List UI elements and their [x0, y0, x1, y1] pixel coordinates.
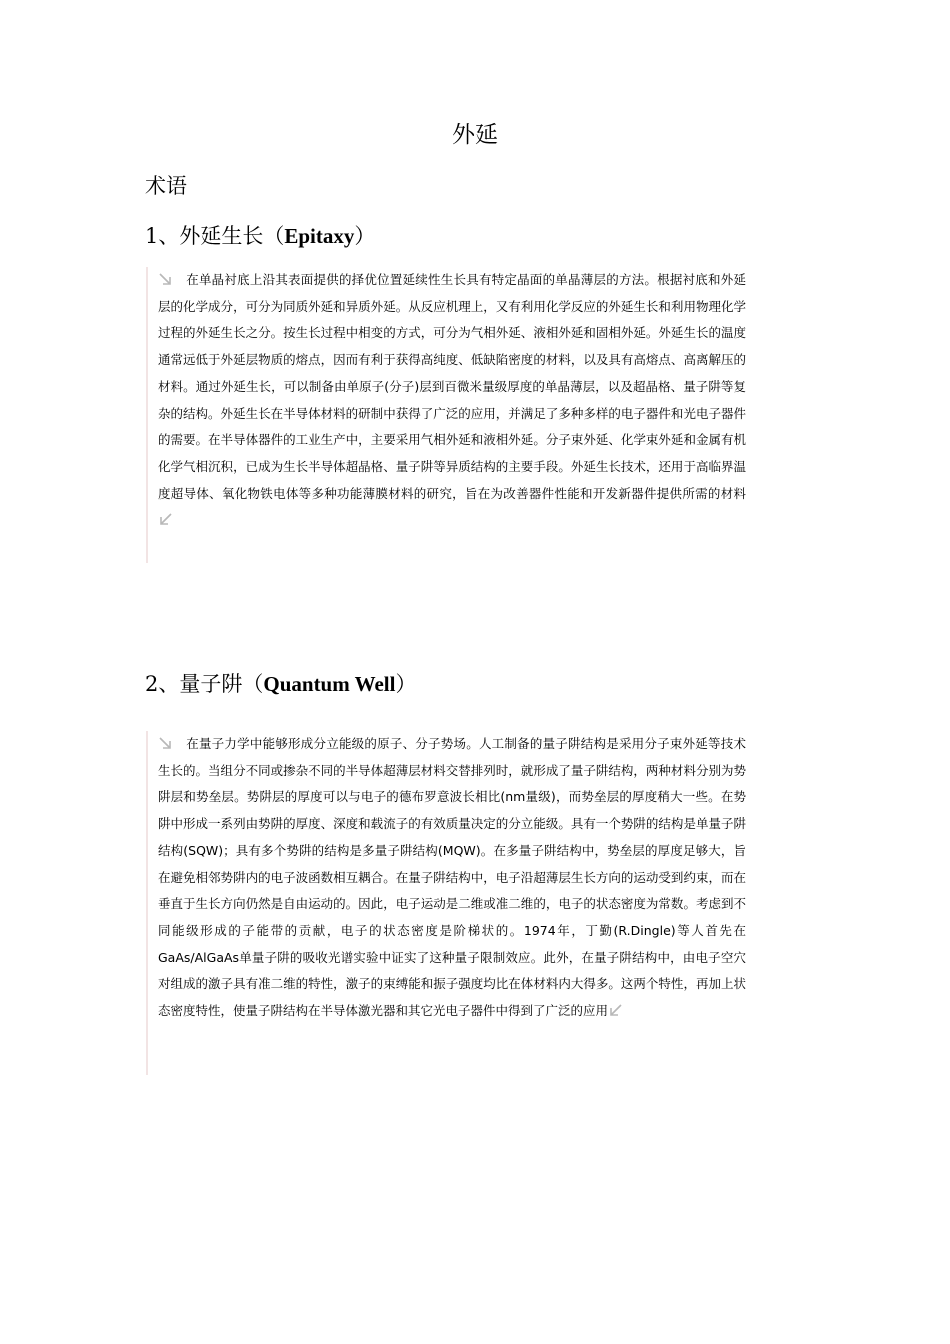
definition-block-epitaxy	[146, 267, 746, 563]
quote-close-arrow-icon	[609, 1003, 623, 1017]
term-heading-epitaxy	[145, 221, 375, 251]
term-number: 2、	[145, 672, 180, 696]
quote-open-arrow-icon	[158, 272, 172, 286]
term-number: 1、	[145, 224, 180, 248]
quote-open-arrow-icon	[158, 736, 172, 750]
quote-close-arrow-icon	[159, 512, 173, 526]
term-close: ）	[354, 224, 376, 248]
term-en: Epitaxy	[284, 224, 355, 248]
term-close: ）	[395, 672, 417, 696]
term-en: Quantum Well	[263, 672, 396, 696]
definition-block-quantum-well	[146, 731, 746, 1075]
definition-text: 在量子力学中能够形成分立能级的原子、分子势场。人工制备的量子阱结构是采用分子束外延等技术生长的。当组分不同或掺杂不同的半导体超薄层材料交替排列时，就形成了量子阱结构，两种材料分别为势阱层和势垒层。势阱层的厚度可以与电子的德布罗意波长相比(nm量级)，而势垒层的厚度稍大一些。在势阱中形成一系列由势阱的厚度、深度和载流子的有效质量决定的分立能级。具有一个势阱的结构是单量子阱结构(SQW)；具有多个势阱的结构是多量子阱结构(MQW)。在多量子阱结构中，势垒层的厚度足够大，旨在避免相邻势阱内的电子波函数相互耦合。在量子阱结构中，电子沿超薄层生长方向的运动受到约束，而在垂直于生长方向仍然是自由运动的。因此，电子运动是二维或准二维的，电子的状态密度为常数。考虑到不同能级形成的子能带的贡献，电子的状态密度是阶梯状的。1974年，丁勤(R.Dingle)等人首先在GaAs/AlGaAs单量子阱的吸收光谱实验中证实了这种量子限制效应。此外，在量子阱结构中，由电子空穴对组成的激子具有准二维的特性，激子的束缚能和振子强度均比在体材料内大得多。这两个特性，再加上状态密度特性，使量子阱结构在半导体激光器和其它光电子器件中得到了广泛的应用	[158, 736, 746, 1019]
section-label-terms: 术语	[145, 174, 187, 198]
document-title: 外延	[452, 122, 498, 148]
term-cn: 量子阱（	[179, 672, 264, 696]
term-cn: 外延生长（	[179, 224, 285, 248]
definition-text: 在单晶衬底上沿其表面提供的择优位置延续性生长具有特定晶面的单晶薄层的方法。根据衬底和外延层的化学成分，可分为同质外延和异质外延。从反应机理上，又有利用化学反应的外延生长和利用物理化学过程的外延生长之分。按生长过程中相变的方式，可分为气相外延、液相外延和固相外延。外延生长的温度通常远低于外延层物质的熔点，因而有利于获得高纯度、低缺陷密度的材料，以及具有高熔点、高离解压的材料。通过外延生长，可以制备由单原子(分子)层到百微米量级厚度的单晶薄层，以及超晶格、量子阱等复杂的结构。外延生长在半导体材料的研制中获得了广泛的应用，并满足了多种多样的电子器件和光电子器件的需要。在半导体器件的工业生产中，主要采用气相外延和液相外延。分子束外延、化学束外延和金属有机化学气相沉积，已成为生长半导体超晶格、量子阱等异质结构的主要手段。外延生长技术，还用于高临界温度超导体、氧化物铁电体等多种功能薄膜材料的研究，旨在为改善器件性能和开发新器件提供所需的材料	[158, 272, 746, 501]
term-heading-quantum-well	[145, 669, 416, 699]
